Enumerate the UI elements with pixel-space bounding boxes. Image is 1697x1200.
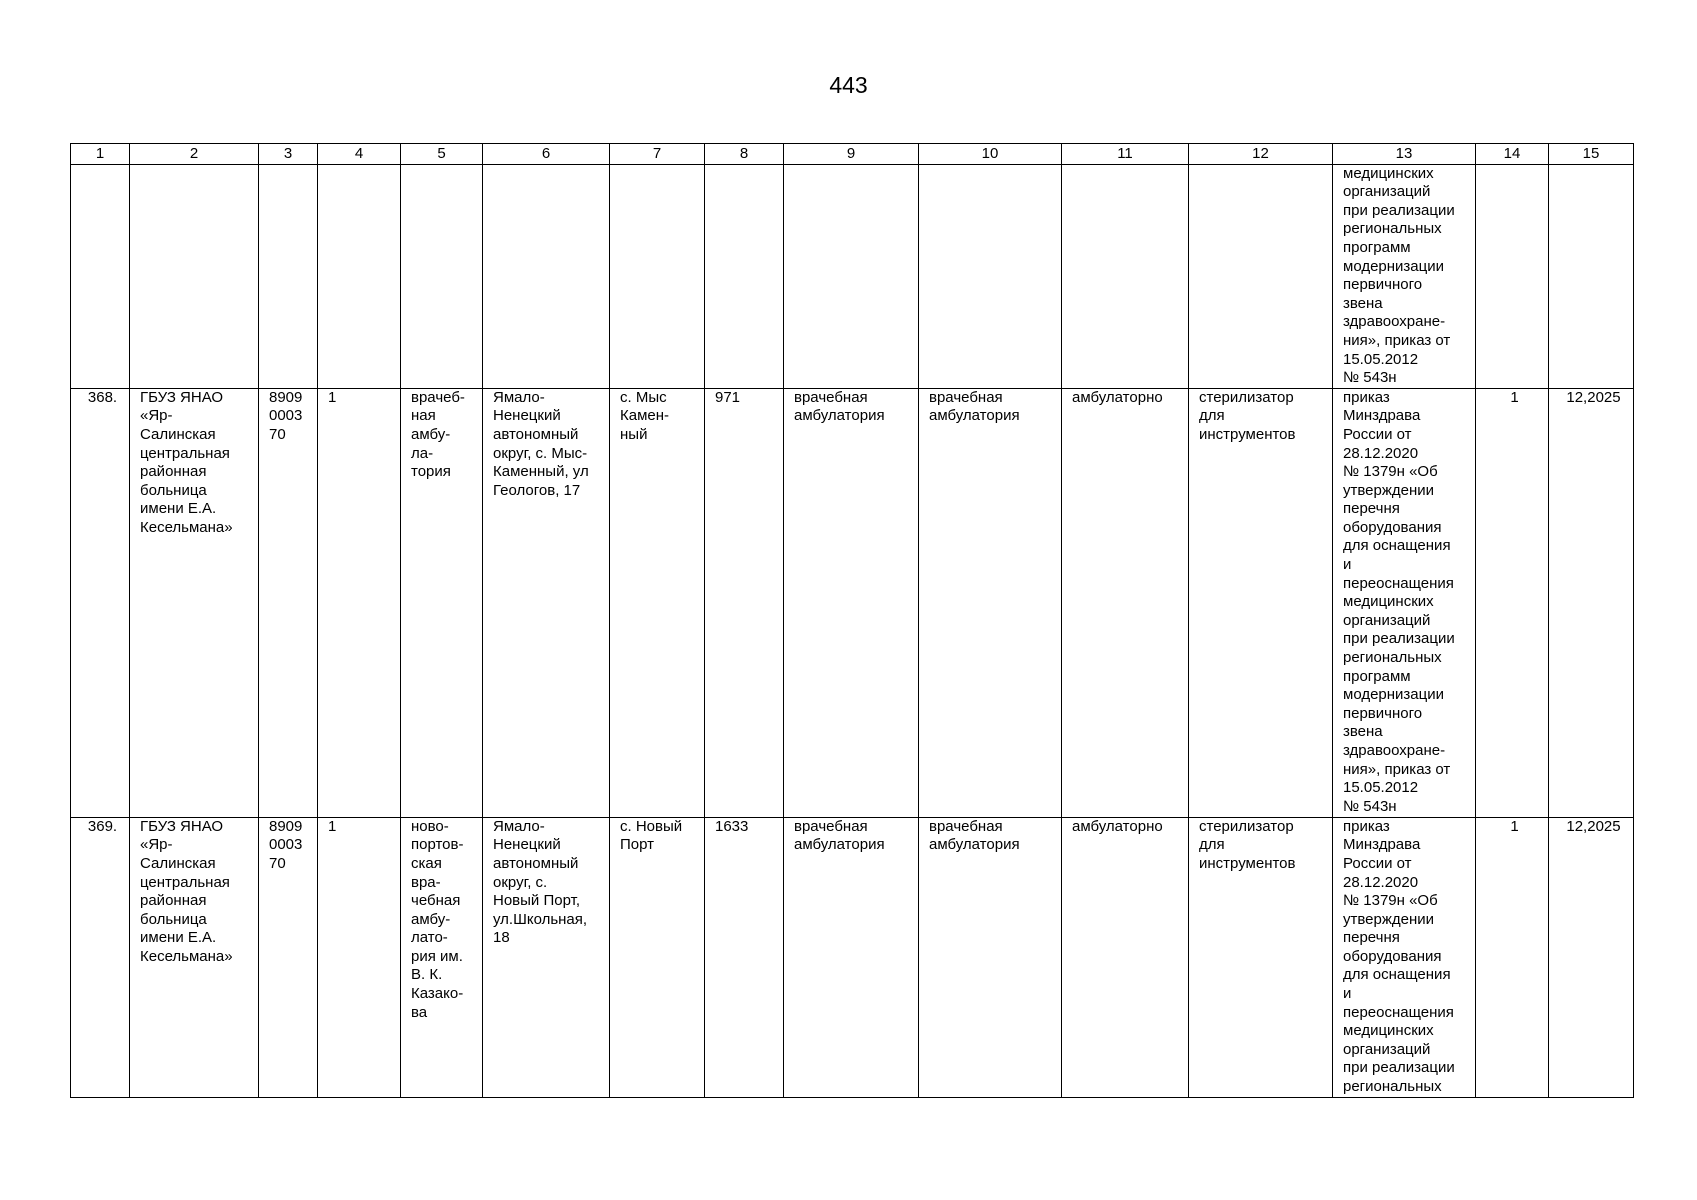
page-number: 443: [829, 72, 868, 98]
table-cell: [1189, 164, 1333, 388]
deadline-cell: 12,2025: [1549, 817, 1634, 1097]
table-cell: [71, 164, 130, 388]
table-cell: 1: [318, 388, 401, 817]
settlement-cell: с. Мыс Камен- ный: [610, 388, 705, 817]
column-header: 13: [1333, 144, 1476, 165]
table-cell-legal-basis: приказ Минздрава России от 28.12.2020 № 1379н «Об утверждении перечня оборудования для оснащения и переоснащения медицинских организаций при реализации региональных программ модернизации первичного звена здравоохране- ния», приказ от 15.05.2012 № 543н: [1333, 388, 1476, 817]
address-cell: Ямало- Ненецкий автономный округ, с. Новый Порт, ул.Школьная, 18: [483, 817, 610, 1097]
table-row: [71, 817, 1634, 1097]
table-cell: [705, 164, 784, 388]
quantity-cell: 1: [1476, 817, 1549, 1097]
column-header: 3: [259, 144, 318, 165]
column-header: 15: [1549, 144, 1634, 165]
column-header: 10: [919, 144, 1062, 165]
population-cell: 1633: [705, 817, 784, 1097]
inn-cell: 8909 0003 70: [259, 388, 318, 817]
inn-cell: 8909 0003 70: [259, 817, 318, 1097]
row-number-cell: 369.: [71, 817, 130, 1097]
table-row-continued: [71, 164, 1634, 388]
unit-name-cell: врачеб- ная амбу- ла- тория: [401, 388, 483, 817]
table-cell: [1549, 164, 1634, 388]
header-row: [71, 144, 1634, 165]
column-header: 14: [1476, 144, 1549, 165]
table-cell: [1476, 164, 1549, 388]
table-cell: [259, 164, 318, 388]
table-cell: [130, 164, 259, 388]
equipment-cell: стерилизатор для инструментов: [1189, 817, 1333, 1097]
quantity-cell: 1: [1476, 388, 1549, 817]
table-cell: [784, 164, 919, 388]
table-cell: 1: [318, 817, 401, 1097]
table-cell: [318, 164, 401, 388]
care-condition-cell: амбулаторно: [1062, 817, 1189, 1097]
column-header: 4: [318, 144, 401, 165]
table-cell: [401, 164, 483, 388]
table-cell: [919, 164, 1062, 388]
column-header: 2: [130, 144, 259, 165]
table-cell: [1062, 164, 1189, 388]
unit-type-cell: врачебная амбулатория: [919, 817, 1062, 1097]
row-number-cell: 368.: [71, 388, 130, 817]
settlement-cell: с. Новый Порт: [610, 817, 705, 1097]
column-header: 1: [71, 144, 130, 165]
organization-cell: ГБУЗ ЯНАО «Яр- Салинская центральная районная больница имени Е.А. Кесельмана»: [130, 817, 259, 1097]
care-condition-cell: амбулаторно: [1062, 388, 1189, 817]
table-row: [71, 388, 1634, 817]
unit-type-cell: врачебная амбулатория: [919, 388, 1062, 817]
column-header: 9: [784, 144, 919, 165]
unit-type-cell: врачебная амбулатория: [784, 817, 919, 1097]
table-cell-legal-basis: приказ Минздрава России от 28.12.2020 № 1379н «Об утверждении перечня оборудования для оснащения и переоснащения медицинских организаций при реализации региональных: [1333, 817, 1476, 1097]
column-header: 11: [1062, 144, 1189, 165]
column-header: 12: [1189, 144, 1333, 165]
table-cell: [610, 164, 705, 388]
column-header: 5: [401, 144, 483, 165]
column-header: 8: [705, 144, 784, 165]
organization-cell: ГБУЗ ЯНАО «Яр- Салинская центральная районная больница имени Е.А. Кесельмана»: [130, 388, 259, 817]
unit-name-cell: ново- портов- ская вра- чебная амбу- лато- рия им. В. К. Казако- ва: [401, 817, 483, 1097]
column-header: 6: [483, 144, 610, 165]
table-cell-legal-basis: медицинских организаций при реализации региональных программ модернизации первичного звена здравоохране- ния», приказ от 15.05.2012 № 543н: [1333, 164, 1476, 388]
unit-type-cell: врачебная амбулатория: [784, 388, 919, 817]
equipment-table: [70, 143, 1634, 1098]
column-header: 7: [610, 144, 705, 165]
address-cell: Ямало- Ненецкий автономный округ, с. Мыс- Каменный, ул Геологов, 17: [483, 388, 610, 817]
deadline-cell: 12,2025: [1549, 388, 1634, 817]
population-cell: 971: [705, 388, 784, 817]
equipment-cell: стерилизатор для инструментов: [1189, 388, 1333, 817]
table-cell: [483, 164, 610, 388]
